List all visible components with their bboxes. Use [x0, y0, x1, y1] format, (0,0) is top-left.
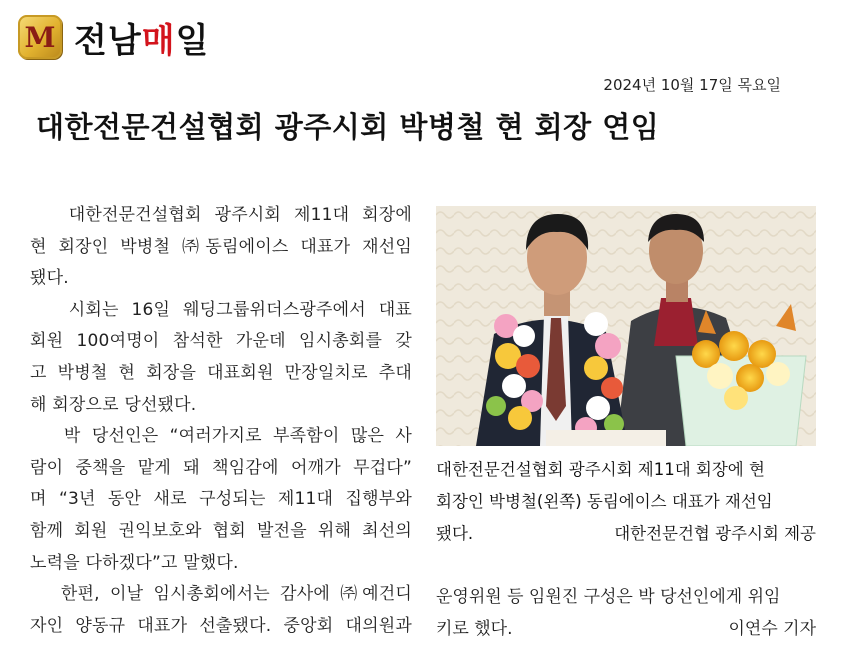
- body-line: [436, 582, 816, 614]
- article-body-left: [30, 200, 412, 642]
- caption-line-2: [436, 486, 816, 518]
- body-line: 며 “3년 동안 새로 구성되는 제11대 집행부와: [30, 489, 412, 510]
- body-line: 해 회장으로 당선됐다.: [30, 394, 197, 415]
- caption-line-3: [436, 518, 816, 550]
- caption-text: 회장인 박병철(왼쪽) 동림에이스 대표가 재선임: [436, 492, 773, 511]
- masthead-logo: [18, 12, 209, 62]
- photo-caption: [436, 454, 816, 550]
- body-text: 키로 했다.: [436, 618, 513, 639]
- certificate: [546, 430, 666, 446]
- article-body-right: [436, 582, 816, 645]
- logo-letter: M: [24, 20, 56, 54]
- article-photo: [436, 206, 816, 446]
- photo-illustration: [436, 206, 816, 446]
- body-line: 함께 회원 권익보호와 협회 발전을 위해 최선의: [30, 520, 412, 541]
- caption-text: 됐다.: [436, 524, 474, 543]
- body-line: 노력을 다하겠다”고 말했다.: [30, 552, 239, 573]
- caption-line-1: [436, 454, 816, 486]
- body-line: [436, 614, 816, 646]
- article-headline: 대한전문건설협회 광주시회 박병철 현 회장 연임: [36, 110, 660, 144]
- body-line: 회원 100여명이 참석한 가운데 임시총회를 갖: [30, 331, 412, 352]
- body-line: 자인 양동규 대표가 선출됐다. 중앙회 대의원과: [30, 615, 412, 636]
- body-line: 한편, 이날 임시총회에서는 감사에 ㈜예건디: [30, 584, 412, 605]
- body-line: 됐다.: [30, 268, 69, 289]
- newspaper-name-part1: 전남: [74, 20, 142, 61]
- body-line: 시회는 16일 웨딩그룹위더스광주에서 대표: [30, 299, 412, 320]
- photo-credit: 대한전문건협 광주시회 제공: [614, 524, 816, 543]
- newspaper-name-highlight: 매: [141, 20, 176, 61]
- body-line: 현 회장인 박병철 ㈜동림에이스 대표가 재선임: [30, 236, 412, 257]
- body-text: 운영위원 등 임원진 구성은 박 당선인에게 위임: [436, 587, 781, 607]
- byline: 이연수 기자: [728, 618, 816, 639]
- body-line: 대한전문건설협회 광주시회 제11대 회장에: [30, 205, 412, 225]
- logo-badge: [18, 15, 62, 59]
- newspaper-name-part3: 일: [175, 20, 210, 61]
- newspaper-name: [74, 13, 209, 62]
- body-line: 고 박병철 현 회장을 대표회원 만장일치로 추대: [30, 362, 412, 383]
- caption-text: 대한전문건설협회 광주시회 제11대 회장에 현: [436, 460, 765, 479]
- issue-date: 2024년 10월 17일 목요일: [603, 76, 781, 94]
- body-line: 람이 중책을 맡게 돼 책임감에 어깨가 무겁다”: [30, 457, 412, 478]
- body-line: 박 당선인은 “여러가지로 부족함이 많은 사: [30, 426, 412, 447]
